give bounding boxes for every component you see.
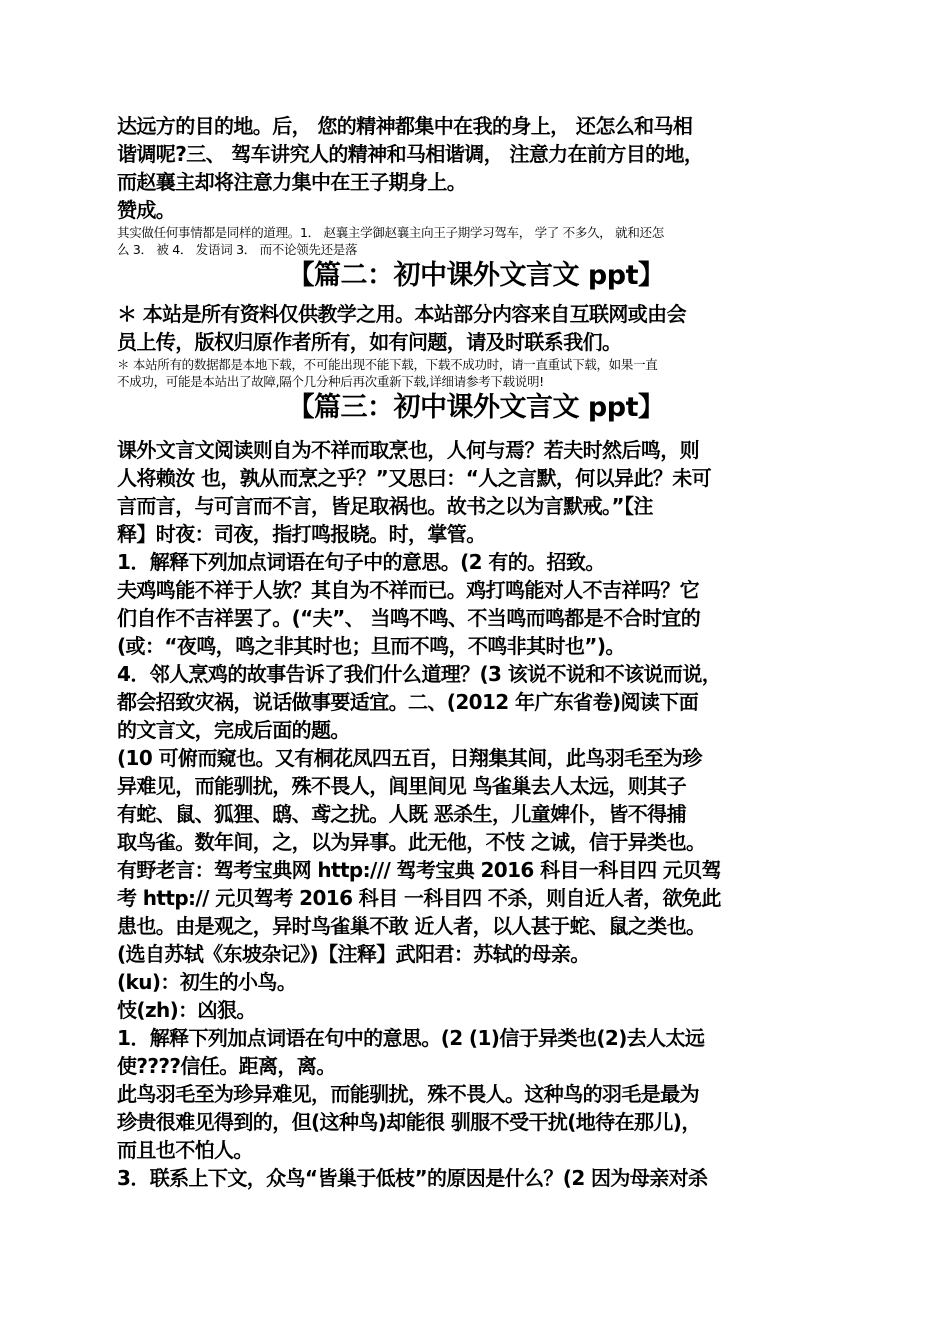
body-line: 使????信任。距离，离。 xyxy=(117,1054,336,1078)
body-line: (10 可俯而窥也。又有桐花凤四五百，日翔集其间，此鸟羽毛至为珍 xyxy=(117,746,702,770)
body-line: 考 http:// 元贝驾考 2016 科目 一科目四 不杀，则自近人者，欲免此 xyxy=(117,886,721,910)
body-line: 而赵襄主却将注意力集中在王子期身上。 xyxy=(117,170,467,194)
body-line: 课外文言文阅读则自为不祥而取烹也，人何与焉？若夫时然后鸣，则 xyxy=(117,438,699,462)
body-line: 赞成。 xyxy=(117,198,176,222)
body-line: 此鸟羽毛至为珍异难见，而能驯扰，殊不畏人。这种鸟的羽毛是最为 xyxy=(117,1082,699,1106)
small-line: ＊ 本站所有的数据都是本地下载，不可能出现不能下载，下载不成功时，请一直重试下载，如果一直 xyxy=(117,357,658,372)
body-line: 释】时夜：司夜，指打鸣报晓。时，掌管。 xyxy=(117,522,486,546)
small-line: 其实做任何事情都是同样的道理。1． 赵襄主学御赵襄主向王子期学习驾车， 学了 不多久， 就和还怎 xyxy=(117,225,664,240)
body-line: 夫鸡鸣能不祥于人欤？其自为不祥而已。鸡打鸣能对人不吉祥吗？它 xyxy=(117,578,699,602)
body-line: (选自苏轼《东坡杂记》)【注释】武阳君：苏轼的母亲。 xyxy=(117,942,590,966)
body-line: 员上传，版权归原作者所有，如有问题，请及时联系我们。 xyxy=(117,330,622,354)
body-line: 言而言，与可言而不言，皆足取祸也。故书之以为言默戒。”【注 xyxy=(117,494,653,518)
body-line: 谐调呢?三、 驾车讲究人的精神和马相谐调， 注意力在前方目的地， xyxy=(117,142,704,166)
body-line: (或：“夜鸣，鸣之非其时也；旦而不鸣，不鸣非其时也”)。 xyxy=(117,634,625,658)
body-line: 1．解释下列加点词语在句子中的意思。(2 有的。招致。 xyxy=(117,550,605,574)
body-line: 有野老言：驾考宝典网 http:/// 驾考宝典 2016 科目一科目四 元贝驾 xyxy=(117,858,722,882)
body-line: ＊ 本站是所有资料仅供教学之用。本站部分内容来自互联网或由会 xyxy=(117,302,686,326)
body-line: 异难见，而能驯扰，殊不畏人，闾里间见 鸟雀巢去人太远，则其子 xyxy=(117,774,686,798)
body-line: 患也。由是观之，异时鸟雀巢不敢 近人者，以人甚于蛇、鼠之类也。 xyxy=(117,914,706,938)
body-line: 3．联系上下文，众鸟“皆巢于低枝”的原因是什么？(2 因为母亲对杀 xyxy=(117,1166,708,1190)
body-line: 有蛇、鼠、狐狸、鸱、鸢之扰。人既 恶杀生，儿童婢仆，皆不得捕 xyxy=(117,802,686,826)
body-line: 1．解释下列加点词语在句中的意思。(2 (1)信于异类也(2)去人太远 xyxy=(117,1026,705,1050)
body-line: 而且也不怕人。 xyxy=(117,1138,253,1162)
document-page xyxy=(117,112,835,1192)
body-line: 们自作不吉祥罢了。(“夫”、 当鸣不鸣、不当鸣而鸣都是不合时宜的 xyxy=(117,606,701,630)
section-heading-2: 【篇二：初中课外文言文 ppt】 xyxy=(287,260,665,291)
body-line: 的文言文，完成后面的题。 xyxy=(117,718,350,742)
body-line: (ku)：初生的小鸟。 xyxy=(117,970,297,994)
body-line: 忮(zh)：凶狠。 xyxy=(117,998,256,1022)
body-line: 取鸟雀。数年间，之，以为异事。此无他，不忮 之诚，信于异类也。 xyxy=(117,830,706,854)
body-line: 珍贵很难见得到的，但(这种鸟)却能很 驯服不受干扰(地待在那儿)， xyxy=(117,1110,701,1134)
small-line: 不成功，可能是本站出了故障,隔个几分种后再次重新下载,详细请参考下载说明! xyxy=(117,374,544,389)
body-line: 4．邻人烹鸡的故事告诉了我们什么道理？(3 该说不说和不该说而说， xyxy=(117,662,722,686)
section-3 xyxy=(117,426,835,1192)
small-line: 么 3． 被 4． 发语词 3． 而不论领先还是落 xyxy=(117,242,358,257)
section-heading-3: 【篇三：初中课外文言文 ppt】 xyxy=(287,392,665,423)
body-line: 人将赖汝 也，孰从而烹之乎？”又思曰：“人之言默，何以异此？未可 xyxy=(117,466,712,490)
body-line: 都会招致灾祸，说话做事要适宜。二、(2012 年广东省卷)阅读下面 xyxy=(117,690,699,714)
body-line: 达远方的目的地。后， 您的精神都集中在我的身上， 还怎么和马相 xyxy=(117,114,693,138)
section-1 xyxy=(117,112,835,258)
section-2 xyxy=(117,294,835,390)
